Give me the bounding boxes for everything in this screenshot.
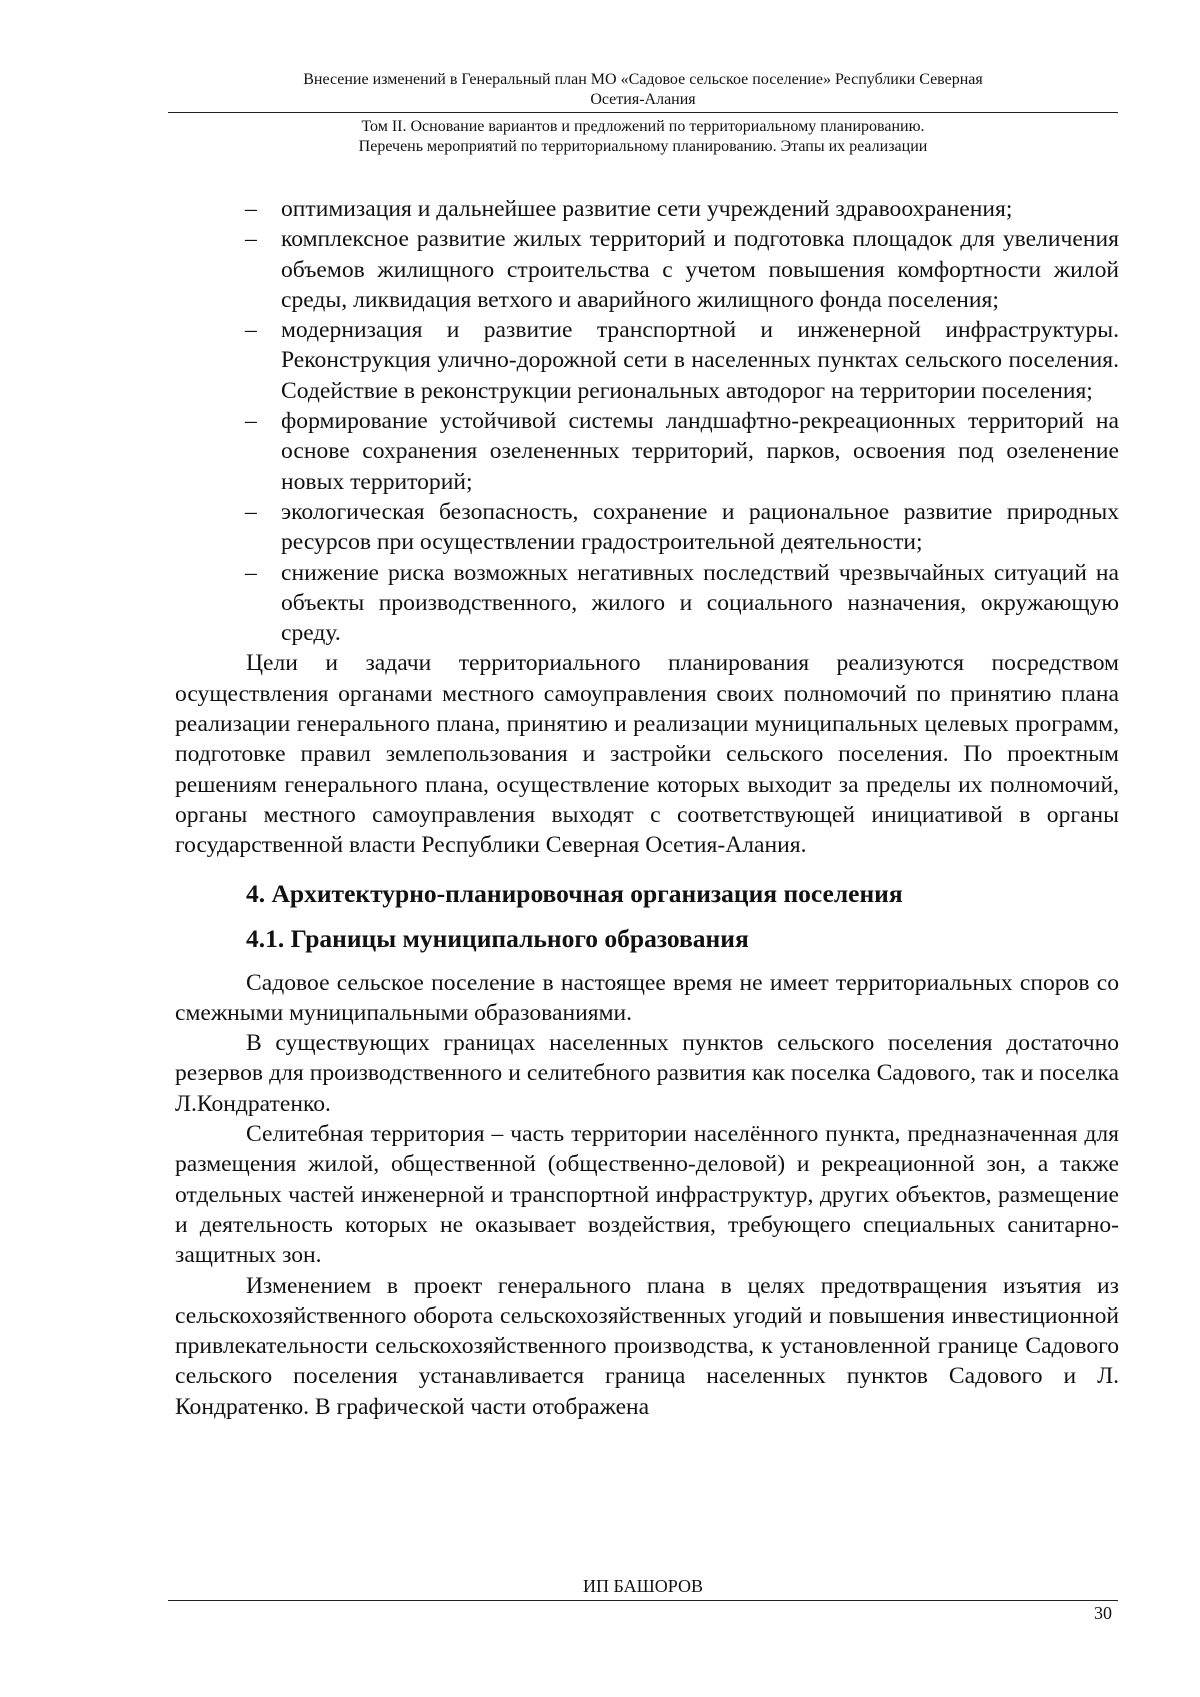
document-body	[175, 194, 1119, 1422]
page-number: 30	[1094, 1603, 1112, 1623]
list-item: – формирование устойчивой системы ландшафтно-рекреационных территорий на основе сохранения озелененных территорий, парков, освоения под озеленение новых территорий;	[175, 406, 1119, 497]
paragraph: В существующих границах населенных пунктов сельского поселения достаточно резервов для производственного и селитебного развития как поселка Садового, так и поселка Л.Кондратенко.	[175, 1030, 1119, 1117]
footer-org: ИП БАШОРОВ	[583, 1576, 703, 1596]
subsection-heading: 4.1. Границы муниципального образования	[246, 923, 749, 953]
goals-list	[175, 194, 1119, 648]
list-item: – комплексное развитие жилых территорий и подготовка площадок для увеличения объемов жилищного строительства с учетом повышения комфортности жилой среды, ликвидация ветхого и аварийного жилищного фонда поселения;	[175, 224, 1119, 315]
list-item: – модернизация и развитие транспортной и инженерной инфраструктуры. Реконструкция улично-дорожной сети в населенных пунктах сельского поселения. Содействие в реконструкции региональных автодорог на территории поселения;	[175, 315, 1119, 406]
header-title-line2: Осетия-Алания	[590, 91, 696, 108]
paragraph-goals: Цели и задачи территориального планирования реализуются посредством осуществления органами местного самоуправления своих полномочий по принятию плана реализации генерального плана, принятию и реализации муниципальных целевых программ, подготовке правил землепользования и застройки сельского поселения. По проектным решениям генерального плана, осуществление которых выходит за пределы их полномочий, органы местного самоуправления выходят с соответствующей инициативой в органы государственной власти Республики Северная Осетия-Алания.	[175, 650, 1119, 859]
list-item: – экологическая безопасность, сохранение и рациональное развитие природных ресурсов при осуществлении градостроительной деятельности;	[175, 497, 1119, 558]
paragraph: Садовое сельское поселение в настоящее время не имеет территориальных споров со смежными муниципальными образованиями.	[175, 969, 1119, 1026]
page-header	[168, 70, 1118, 157]
header-subtitle-line2: Перечень мероприятий по территориальному планированию. Этапы их реализации	[358, 138, 928, 155]
header-subtitle-line1: Том II. Основание вариантов и предложений по территориальному планированию.	[361, 118, 925, 135]
list-item: – оптимизация и дальнейшее развитие сети учреждений здравоохранения;	[175, 194, 1119, 224]
paragraph: Изменением в проект генерального плана в целях предотвращения изъятия из сельскохозяйственного оборота сельскохозяйственных угодий и повышения инвестиционной привлекательности сельскохозяйственного производства, к установленной границе Садового сельского поселения устанавливается граница населенных пунктов Садового и Л. Кондратенко. В графической части отображена	[175, 1272, 1119, 1420]
paragraph: Селитебная территория – часть территории населённого пункта, предназначенная для размещения жилой, общественной (общественно-деловой) и рекреационной зон, а также отдельных частей инженерной и транспортной инфраструктур, других объектов, размещение и деятельность которых не оказывает воздействия, требующего специальных санитарно-защитных зон.	[175, 1121, 1119, 1269]
header-title-line1: Внесение изменений в Генеральный план МО «Садовое сельское поселение» Республики Северная	[303, 71, 983, 88]
header-rule	[168, 112, 1118, 113]
section-heading: 4. Архитектурно-планировочная организация поселения	[246, 878, 903, 908]
page-footer	[168, 1574, 1118, 1625]
list-item: – снижение риска возможных негативных последствий чрезвычайных ситуаций на объекты производственного, жилого и социального назначения, окружающую среду.	[175, 558, 1119, 649]
